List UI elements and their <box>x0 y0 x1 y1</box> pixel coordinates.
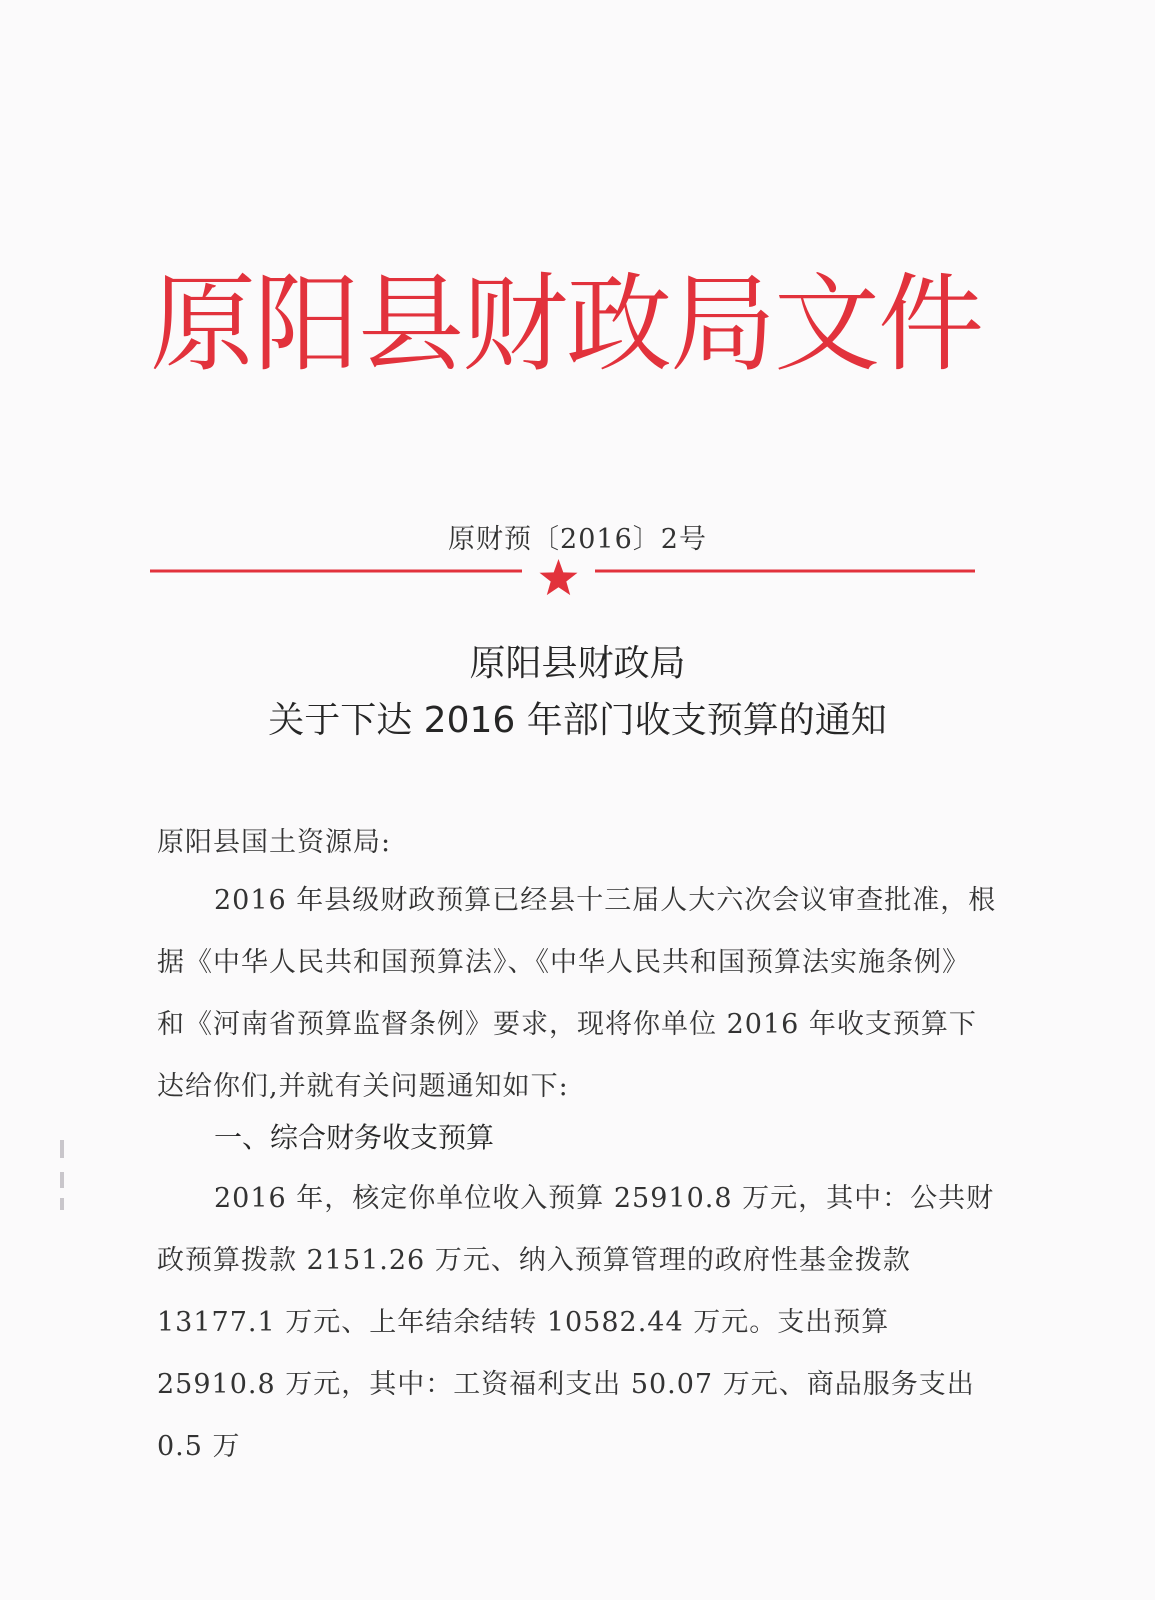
title-line-1: 原阳县财政局 <box>469 643 686 684</box>
scan-edge-mark <box>60 1140 64 1158</box>
section-heading-1: 一、综合财务收支预算 <box>214 1121 495 1154</box>
addressee: 原阳县国土资源局: <box>157 827 392 858</box>
scan-edge-mark <box>60 1198 64 1210</box>
paragraph-intro: 2016 年县级财政预算已经县十三届人大六次会议审查批准，根据《中华人民共和国预算法》、《中华人民共和国预算法实施条例》和《河南省预算监督条例》要求，现将你单位 2016 年收支预算下达给你们,并就有关问题通知如下: <box>157 885 997 1102</box>
star-icon <box>540 559 578 595</box>
document-title <box>0 635 1155 749</box>
document-number: 原财预〔2016〕2号 <box>448 524 707 555</box>
scan-edge-mark <box>60 1172 64 1188</box>
paragraph-budget: 2016 年，核定你单位收入预算 25910.8 万元，其中：公共财政预算拨款 2151.26 万元、纳入预算管理的政府性基金拨款 13177.1 万元、上年结余结转 10582.44 万元。支出预算 25910.8 万元，其中：工资福利支出 50.07 万元、商品服务支出 0.5 万 <box>157 1183 995 1462</box>
red-header-title: 原阳县财政局文件 <box>150 263 982 386</box>
red-divider <box>150 557 975 597</box>
title-line-2: 关于下达 2016 年部门收支预算的通知 <box>268 700 887 741</box>
